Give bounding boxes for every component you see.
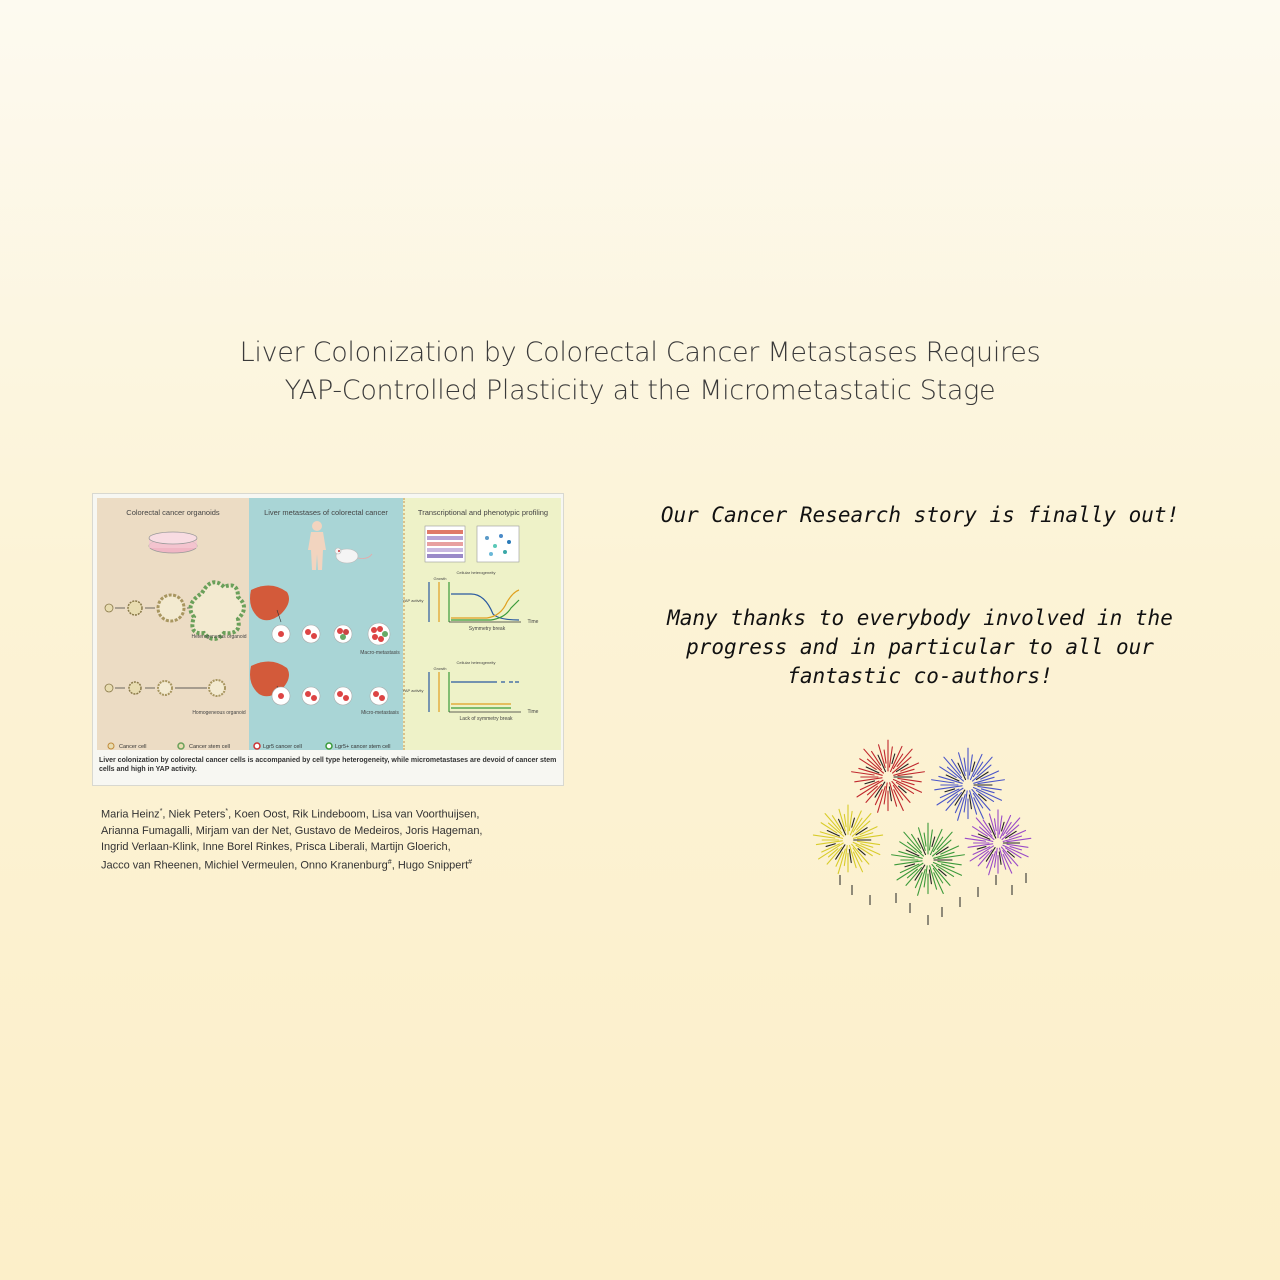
cluster-icon bbox=[302, 625, 320, 643]
red-burst-icon bbox=[852, 740, 925, 812]
panel-liver-title: Liver metastases of colorectal cancer bbox=[264, 508, 388, 517]
thanks-line-3: fantastic co-authors! bbox=[787, 664, 1053, 688]
medium-organoid-icon bbox=[158, 595, 184, 621]
panel-profiling bbox=[403, 498, 561, 750]
top-graph-ylabel-heterogeneity: Cellular heterogeneity bbox=[456, 570, 496, 575]
bottom-graph-ylabel-heterogeneity: Cellular heterogeneity bbox=[456, 660, 496, 665]
panel-profiling-title: Transcriptional and phenotypic profiling bbox=[417, 508, 549, 517]
legend-lgr5-stem-cell: Lgr5+ cancer stem cell bbox=[335, 744, 391, 750]
lgr5-cell-legend-icon bbox=[254, 743, 260, 749]
thanks-text bbox=[640, 604, 1200, 691]
panel-organoids bbox=[97, 498, 249, 750]
small-organoid-icon bbox=[129, 682, 141, 694]
homogeneous-label: Homogeneous organoid bbox=[192, 710, 246, 716]
liver-icon bbox=[250, 585, 289, 620]
green-burst-icon bbox=[892, 823, 965, 895]
blue-burst-icon bbox=[932, 748, 1005, 820]
panel-liver-metastases bbox=[249, 498, 403, 750]
small-organoid-icon bbox=[128, 601, 142, 615]
cell-icon bbox=[105, 604, 113, 612]
fireworks-icon bbox=[800, 735, 1040, 935]
heterogeneous-label: Heterogeneous organoid bbox=[191, 634, 247, 640]
author-line-3: Ingrid Verlaan-Klink, Inne Borel Rinkes, Prisca Liberali, Martijn Gloerich, bbox=[101, 840, 451, 853]
homogeneous-organoid-icon bbox=[209, 680, 225, 696]
small-organoid-icon bbox=[158, 681, 172, 695]
human-body-icon bbox=[308, 532, 326, 570]
scatter-plot-icon bbox=[477, 526, 519, 562]
top-graph-xlabel: Time bbox=[527, 619, 539, 625]
top-graph-note: Symmetry break bbox=[468, 626, 506, 632]
bottom-graph-xlabel: Time bbox=[527, 709, 539, 715]
figure-caption: Liver colonization by colorectal cancer cells is accompanied by cell type heterogeneity, while micrometastases are devoid of cancer stem cells and high in YAP activity. bbox=[99, 757, 557, 773]
author-line-4: Jacco van Rheenen, Michiel Vermeulen, Onno Kranenburg#, Hugo Snippert# bbox=[101, 858, 473, 872]
heatmap-icon bbox=[425, 526, 465, 562]
cancer-cell-legend-icon bbox=[108, 743, 114, 749]
thanks-line-1: Many thanks to everybody involved in the bbox=[667, 606, 1173, 630]
lgr5-stem-cell-legend-icon bbox=[326, 743, 332, 749]
graphical-abstract bbox=[92, 493, 564, 786]
top-graph-ylabel-growth: Growth bbox=[433, 576, 447, 581]
graph-no-symmetry-break bbox=[429, 672, 521, 712]
top-graph-ylabel-yap: YAP activity bbox=[402, 598, 424, 603]
cell-icon bbox=[105, 684, 113, 692]
thanks-line-2: progress and in particular to all our bbox=[686, 635, 1154, 659]
author-line-2: Arianna Fumagalli, Mirjam van der Net, Gustavo de Medeiros, Joris Hageman, bbox=[101, 824, 483, 837]
title-line-2: YAP-Controlled Plasticity at the Micrometastatic Stage bbox=[284, 375, 996, 406]
petri-dish-lid bbox=[149, 532, 197, 544]
legend-cancer-stem-cell: Cancer stem cell bbox=[189, 744, 230, 750]
author-list bbox=[101, 804, 561, 873]
panel-organoids-title: Colorectal cancer organoids bbox=[126, 508, 220, 517]
author-line-1: Maria Heinz*, Niek Peters*, Koen Oost, Rik Lindeboom, Lisa van Voorthuijsen, bbox=[101, 808, 480, 821]
micrometastasis-icon bbox=[370, 687, 388, 705]
bottom-graph-ylabel-growth: Growth bbox=[433, 666, 447, 671]
bottom-graph-note: Lack of symmetry break bbox=[459, 716, 513, 722]
legend-cancer-cell: Cancer cell bbox=[119, 744, 147, 750]
yellow-burst-icon bbox=[813, 805, 882, 874]
announcement-text: Our Cancer Research story is finally out! bbox=[660, 503, 1180, 527]
micro-label: Micro-metastasis bbox=[361, 710, 399, 716]
graph-symmetry-break bbox=[429, 582, 521, 622]
paper-title bbox=[140, 334, 1140, 410]
heterogeneous-organoid-icon bbox=[190, 582, 244, 639]
human-head-icon bbox=[312, 521, 322, 531]
title-line-1: Liver Colonization by Colorectal Cancer Metastases Requires bbox=[239, 337, 1041, 368]
macro-label: Macro-metastasis bbox=[360, 650, 400, 656]
legend-lgr5-cell: Lgr5 cancer cell bbox=[263, 744, 302, 750]
cancer-stem-cell-legend-icon bbox=[178, 743, 184, 749]
bottom-graph-ylabel-yap: YAP activity bbox=[402, 688, 424, 693]
purple-burst-icon bbox=[965, 810, 1031, 875]
